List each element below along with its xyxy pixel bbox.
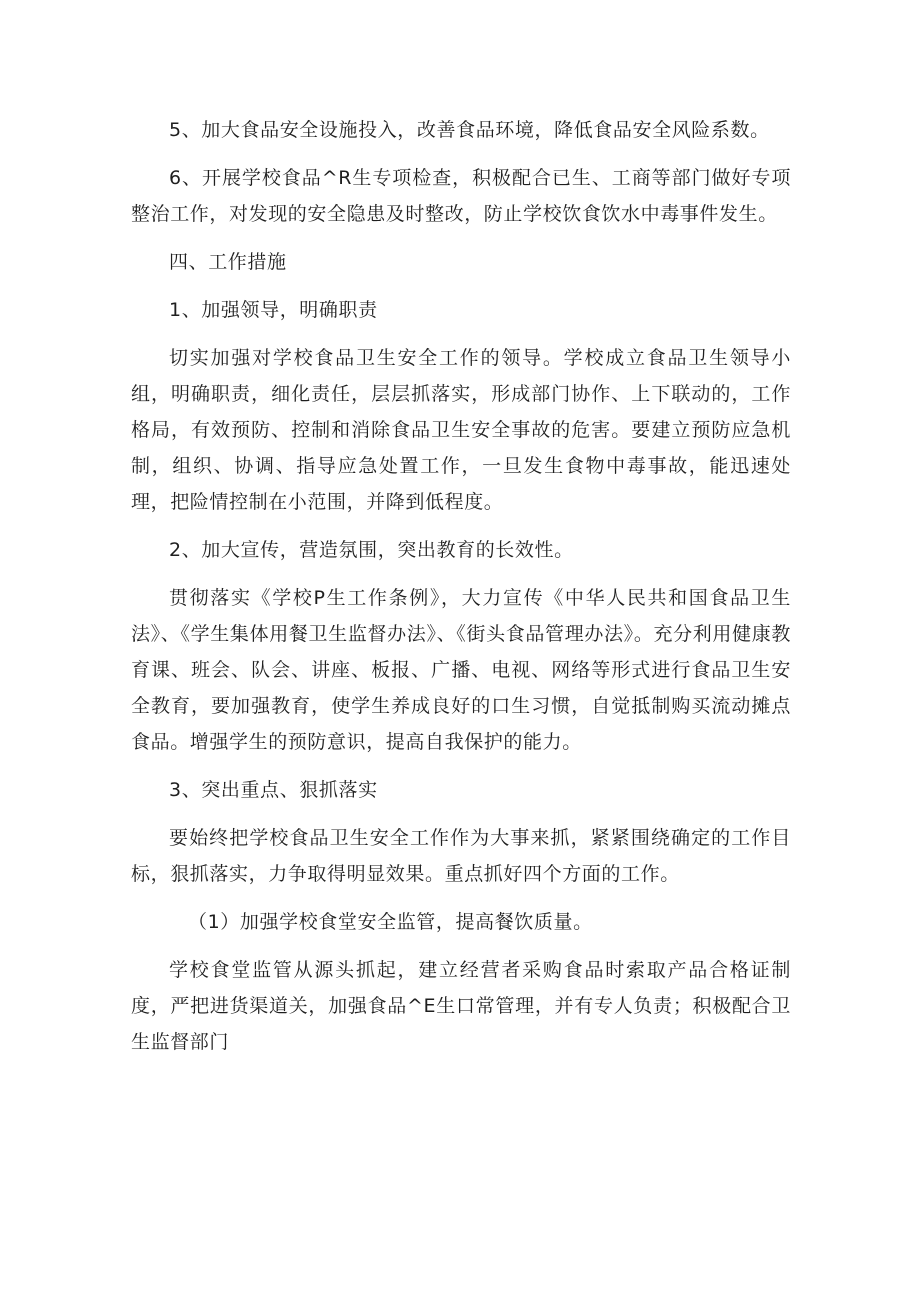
paragraph-item-6: 6、开展学校食品^R生专项检查，积极配合已生、工商等部门做好专项整治工作，对发现的安全隐患及时整改，防止学校饮食饮水中毒事件发生。	[131, 167, 791, 225]
document-body	[131, 112, 791, 1072]
subheading-leadership: 1、加强领导，明确职责	[169, 299, 378, 321]
subheading-publicity: 2、加大宣传，营造氛围，突出教育的长效性。	[169, 539, 574, 561]
subheading-key-points: 3、突出重点、狠抓落实	[169, 779, 378, 801]
paragraph-key-points: 要始终把学校食品卫生安全工作作为大事来抓，紧紧围绕确定的工作目标，狠抓落实，力争取得明显效果。重点抓好四个方面的工作。	[131, 827, 791, 885]
section-heading-work-measures: 四、工作措施	[169, 251, 287, 273]
subheading-canteen-supervision: （1）加强学校食堂安全监管，提高餐饮质量。	[188, 911, 593, 933]
paragraph-canteen-supervision: 学校食堂监管从源头抓起，建立经营者采购食品时索取产品合格证制度，严把进货渠道关，加强食品^E生口常管理，并有专人负责；积极配合卫生监督部门	[131, 959, 791, 1053]
paragraph-publicity: 贯彻落实《学校P生工作条例》，大力宣传《中华人民共和国食品卫生法》、《学生集体用餐卫生监督办法》、《街头食品管理办法》。充分利用健康教育课、班会、队会、讲座、板报、广播、电视、网络等形式进行食品卫生安全教育，要加强教育，使学生养成良好的口生习惯，自觉抵制购买流动摊点食品。增强学生的预防意识，提高自我保护的能力。	[131, 587, 791, 753]
paragraph-leadership: 切实加强对学校食品卫生安全工作的领导。学校成立食品卫生领导小组，明确职责，细化责任，层层抓落实，形成部门协作、上下联动的，工作格局，有效预防、控制和消除食品卫生安全事故的危害。要建立预防应急机制，组织、协调、指导应急处置工作，一旦发生食物中毒事故，能迅速处理，把险情控制在小范围，并降到低程度。	[131, 347, 791, 513]
paragraph-item-5: 5、加大食品安全设施投入，改善食品环境，降低食品安全风险系数。	[169, 119, 770, 141]
